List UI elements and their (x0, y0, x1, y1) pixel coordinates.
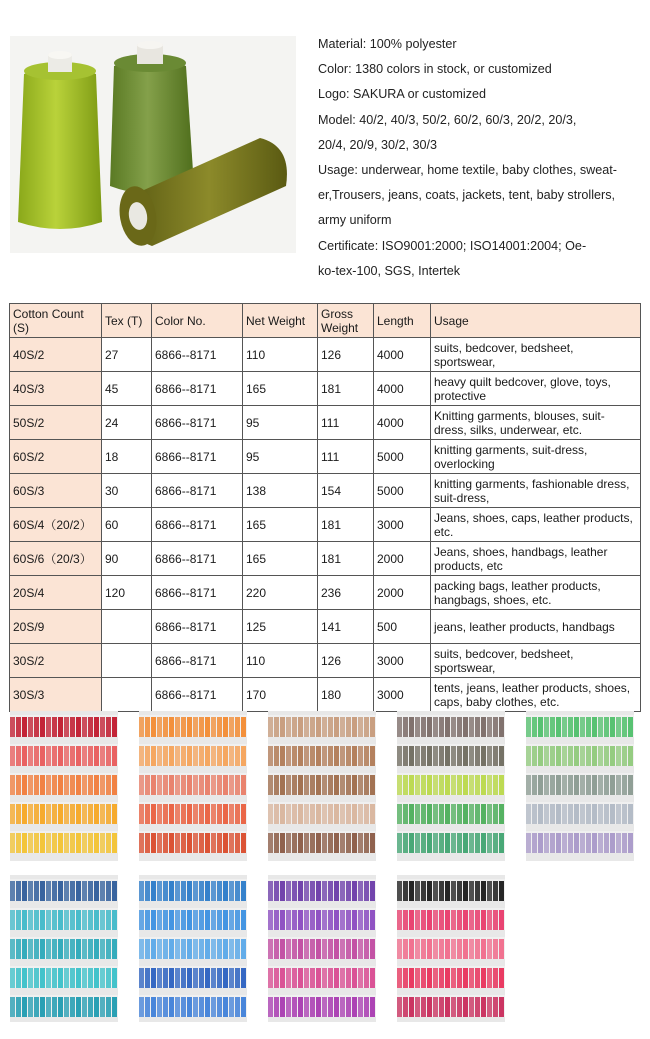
color-card (10, 711, 118, 861)
product-photo (10, 36, 296, 253)
cell-gross-weight: 111 (318, 406, 374, 440)
color-card (397, 875, 505, 1022)
cell-tex: 27 (102, 338, 152, 372)
cell-usage: knitting garments, suit-dress, overlocking (431, 440, 641, 474)
table-row (10, 576, 641, 610)
cell-cotton-count: 30S/2 (10, 644, 102, 678)
thread-spools-image (10, 36, 296, 253)
product-specs (318, 32, 640, 284)
cell-gross-weight: 126 (318, 644, 374, 678)
cell-length: 5000 (374, 474, 431, 508)
cell-usage: Jeans, shoes, handbags, leather products, etc (431, 542, 641, 576)
cell-gross-weight: 181 (318, 372, 374, 406)
cell-color-no: 6866--8171 (152, 542, 243, 576)
cell-gross-weight: 111 (318, 440, 374, 474)
color-card (268, 711, 376, 861)
cell-usage: Knitting garments, blouses, suit-dress, silks, underwear, etc. (431, 406, 641, 440)
cell-cotton-count: 20S/4 (10, 576, 102, 610)
cell-length: 500 (374, 610, 431, 644)
header-gross-weight: Gross Weight (318, 304, 374, 338)
cell-tex: 30 (102, 474, 152, 508)
cell-length: 2000 (374, 576, 431, 610)
cell-net-weight: 110 (243, 338, 318, 372)
cell-gross-weight: 154 (318, 474, 374, 508)
cell-color-no: 6866--8171 (152, 440, 243, 474)
cell-tex: 120 (102, 576, 152, 610)
color-card (10, 875, 118, 1022)
color-card (526, 711, 634, 861)
spec-line: Material: 100% polyester (318, 37, 457, 51)
cell-net-weight: 110 (243, 644, 318, 678)
spec-line: er,Trousers, jeans, coats, jackets, tent, baby strollers, (318, 188, 616, 203)
cell-net-weight: 138 (243, 474, 318, 508)
cell-usage: packing bags, leather products, hangbags, shoes, etc. (431, 576, 641, 610)
cell-length: 4000 (374, 338, 431, 372)
color-card (139, 875, 247, 1022)
table-row (10, 508, 641, 542)
cell-color-no: 6866--8171 (152, 406, 243, 440)
spec-line: Certificate: ISO9001:2000; ISO14001:2004; Oe- (318, 238, 587, 253)
cell-net-weight: 95 (243, 406, 318, 440)
cell-color-no: 6866--8171 (152, 644, 243, 678)
cell-usage: tents, jeans, leather products, shoes, caps, baby clothes, etc. (431, 678, 641, 712)
spool-olive-green (110, 41, 194, 194)
cell-tex: 24 (102, 406, 152, 440)
cell-length: 3000 (374, 644, 431, 678)
table-row (10, 372, 641, 406)
cell-tex: 90 (102, 542, 152, 576)
cell-color-no: 6866--8171 (152, 508, 243, 542)
spec-line: Logo: SAKURA or customized (318, 87, 486, 102)
cell-tex: 45 (102, 372, 152, 406)
spec-line: Usage: underwear, home textile, baby clothes, sweat- (318, 163, 617, 178)
cell-color-no: 6866--8171 (152, 576, 243, 610)
cell-net-weight: 165 (243, 508, 318, 542)
cell-cotton-count: 30S/3 (10, 678, 102, 712)
cell-usage: suits, bedcover, bedsheet, sportswear, (431, 644, 641, 678)
cell-net-weight: 125 (243, 610, 318, 644)
color-card (397, 711, 505, 861)
cell-usage: heavy quilt bedcover, glove, toys, protective (431, 372, 641, 406)
header-usage: Usage (431, 304, 641, 338)
cell-tex: 18 (102, 440, 152, 474)
table-row (10, 474, 641, 508)
cell-length: 5000 (374, 440, 431, 474)
header-length: Length (374, 304, 431, 338)
cell-cotton-count: 50S/2 (10, 406, 102, 440)
cell-usage: suits, bedcover, bedsheet, sportswear, (431, 338, 641, 372)
cell-net-weight: 95 (243, 440, 318, 474)
cell-tex (102, 678, 152, 712)
cell-net-weight: 165 (243, 542, 318, 576)
spec-line: ko-tex-100, SGS, Intertek (318, 263, 461, 278)
color-card (139, 711, 247, 861)
table-row (10, 644, 641, 678)
cell-gross-weight: 126 (318, 338, 374, 372)
cell-cotton-count: 40S/2 (10, 338, 102, 372)
cell-usage: Jeans, shoes, caps, leather products, etc. (431, 508, 641, 542)
spec-line: Model: 40/2, 40/3, 50/2, 60/2, 60/3, 20/2, 20/3, (318, 112, 577, 127)
cell-cotton-count: 40S/3 (10, 372, 102, 406)
header-tex: Tex (T) (102, 304, 152, 338)
cell-cotton-count: 60S/3 (10, 474, 102, 508)
spec-table (9, 303, 641, 712)
cell-tex (102, 610, 152, 644)
cell-cotton-count: 60S/2 (10, 440, 102, 474)
cell-cotton-count: 20S/9 (10, 610, 102, 644)
spool-lime-green (18, 51, 102, 229)
spec-line: army uniform (318, 213, 392, 228)
cell-gross-weight: 180 (318, 678, 374, 712)
color-card (268, 875, 376, 1022)
cell-length: 3000 (374, 678, 431, 712)
cell-gross-weight: 236 (318, 576, 374, 610)
cell-color-no: 6866--8171 (152, 678, 243, 712)
cell-gross-weight: 181 (318, 508, 374, 542)
cell-cotton-count: 60S/6（20/3） (10, 542, 102, 576)
cell-length: 2000 (374, 542, 431, 576)
table-row (10, 678, 641, 712)
cell-net-weight: 170 (243, 678, 318, 712)
cell-cotton-count: 60S/4（20/2） (10, 508, 102, 542)
header-cotton-count: Cotton Count (S) (10, 304, 102, 338)
spec-line: 20/4, 20/9, 30/2, 30/3 (318, 137, 438, 152)
cell-color-no: 6866--8171 (152, 338, 243, 372)
cell-tex (102, 644, 152, 678)
header-net-weight: Net Weight (243, 304, 318, 338)
header-color-no: Color No. (152, 304, 243, 338)
cell-color-no: 6866--8171 (152, 372, 243, 406)
cell-length: 4000 (374, 406, 431, 440)
cell-color-no: 6866--8171 (152, 474, 243, 508)
cell-gross-weight: 181 (318, 542, 374, 576)
cell-length: 3000 (374, 508, 431, 542)
cell-usage: knitting garments, fashionable dress, suit-dress, (431, 474, 641, 508)
table-header-row (10, 304, 641, 338)
table-row (10, 406, 641, 440)
cell-color-no: 6866--8171 (152, 610, 243, 644)
cell-usage: jeans, leather products, handbags (431, 610, 641, 644)
cell-gross-weight: 141 (318, 610, 374, 644)
cell-tex: 60 (102, 508, 152, 542)
table-row (10, 338, 641, 372)
table-row (10, 610, 641, 644)
cell-length: 4000 (374, 372, 431, 406)
cell-net-weight: 220 (243, 576, 318, 610)
spec-line: Color: 1380 colors in stock, or customized (318, 62, 552, 77)
cell-net-weight: 165 (243, 372, 318, 406)
table-row (10, 440, 641, 474)
table-row (10, 542, 641, 576)
